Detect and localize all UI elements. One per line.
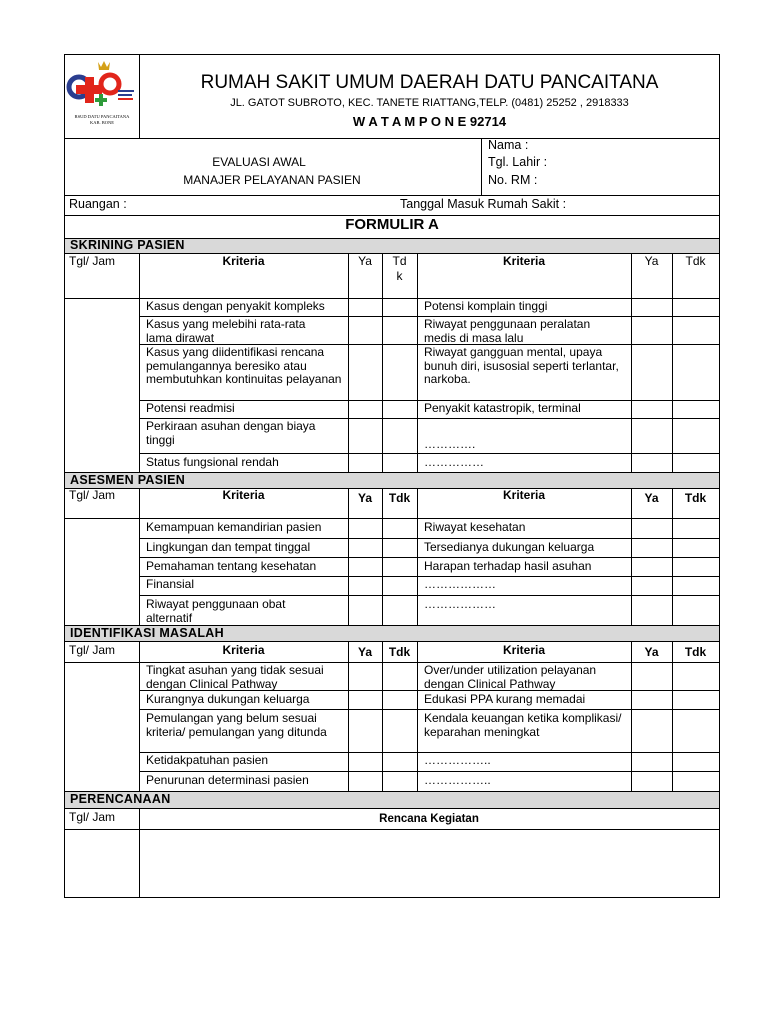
asesmen-left-item: Finansial — [146, 577, 195, 591]
skrining-left-item: Kasus yang diidentifikasi rencana pemulangannya beresiko atau membutuhkan kontinuitas pelayanan — [146, 345, 342, 386]
patient-tgl-lahir: Tgl. Lahir : — [488, 155, 548, 169]
form-title-line1: EVALUASI AWAL — [212, 155, 306, 169]
skrining-ya-left: Ya — [358, 254, 372, 268]
skrining-left-item: Kasus yang melebihi rata-rata lama dirawat — [146, 317, 306, 345]
tanggal-masuk-label: Tanggal Masuk Rumah Sakit : — [400, 197, 567, 211]
section-title-skrining: SKRINING PASIEN — [70, 238, 185, 252]
hospital-address: JL. GATOT SUBROTO, KEC. TANETE RIATTANG,TELP. (0481) 25252 , 2918333 — [230, 97, 629, 109]
asesmen-ya-left: Ya — [357, 491, 372, 505]
perencanaan-tgl-jam: Tgl/ Jam — [69, 810, 116, 824]
skrining-right-item: Riwayat gangguan mental, upaya bunuh diri, isusosial seperti terlantar, narkoba. — [424, 345, 619, 386]
section-title-identifikasi: IDENTIFIKASI MASALAH — [70, 626, 224, 640]
skrining-right-item: Penyakit katastropik, terminal — [424, 401, 581, 415]
asesmen-left-item: Kemampuan kemandirian pasien — [146, 520, 322, 534]
perencanaan-rencana: Rencana Kegiatan — [379, 813, 479, 825]
asesmen-tdk-right: Tdk — [684, 491, 707, 505]
identifikasi-tgl-jam: Tgl/ Jam — [69, 643, 116, 657]
identifikasi-left-item: Tingkat asuhan yang tidak sesuai dengan Clinical Pathway — [146, 663, 324, 691]
identifikasi-kriteria-right: Kriteria — [502, 643, 546, 657]
hospital-name: RUMAH SAKIT UMUM DAERAH DATU PANCAITANA — [200, 72, 659, 93]
identifikasi-left-item: Penurunan determinasi pasien — [146, 773, 309, 787]
asesmen-kriteria-right: Kriteria — [502, 488, 546, 502]
logo-caption-sub: KAB. BONE — [89, 120, 114, 125]
skrining-tdk-left-2: k — [396, 269, 403, 283]
skrining-right-item: …………… — [424, 455, 484, 469]
identifikasi-right-item: …………….. — [424, 773, 491, 787]
asesmen-left-item: Lingkungan dan tempat tinggal — [146, 540, 311, 554]
hospital-logo — [66, 58, 138, 134]
formulir-title: FORMULIR A — [345, 216, 439, 233]
identifikasi-left-item: Pemulangan yang belum sesuai kriteria/ pemulangan yang ditunda — [146, 711, 327, 739]
skrining-right-item: Riwayat penggunaan peralatan medis di masa lalu — [424, 317, 591, 345]
identifikasi-ya-left: Ya — [357, 645, 372, 659]
identifikasi-right-item: …………….. — [424, 753, 491, 767]
asesmen-tgl-jam: Tgl/ Jam — [69, 488, 116, 502]
skrining-left-item: Perkiraan asuhan dengan biaya tinggi — [146, 419, 316, 447]
skrining-left-item: Status fungsional rendah — [146, 455, 279, 469]
identifikasi-right-item: Edukasi PPA kurang memadai — [424, 692, 586, 706]
asesmen-right-item: ……………… — [424, 597, 496, 611]
patient-no-rm: No. RM : — [488, 173, 538, 187]
skrining-right-item: Potensi komplain tinggi — [424, 299, 548, 313]
asesmen-kriteria-left: Kriteria — [222, 488, 265, 502]
identifikasi-left-item: Ketidakpatuhan pasien — [146, 753, 269, 767]
ruangan-label: Ruangan : — [69, 197, 127, 211]
skrining-tgl-jam: Tgl/ Jam — [69, 254, 116, 268]
asesmen-ya-right: Ya — [644, 491, 659, 505]
skrining-left-item: Kasus dengan penyakit kompleks — [146, 299, 325, 313]
identifikasi-right-item: Kendala keuangan ketika komplikasi/ keparahan meningkat — [424, 711, 622, 739]
form-title-line2: MANAJER PELAYANAN PASIEN — [183, 173, 361, 187]
hospital-logo-icon — [66, 58, 138, 118]
logo-caption: RSUD DATU PANCAITANA — [74, 114, 130, 119]
skrining-tdk-left-1: Td — [392, 254, 407, 268]
skrining-ya-right: Ya — [644, 254, 659, 268]
identifikasi-tdk-right: Tdk — [684, 645, 707, 659]
identifikasi-kriteria-left: Kriteria — [222, 643, 265, 657]
skrining-kriteria-right: Kriteria — [502, 254, 546, 268]
asesmen-tdk-left: Tdk — [388, 491, 411, 505]
patient-nama: Nama : — [488, 138, 529, 152]
asesmen-left-item: Pemahaman tentang kesehatan — [146, 559, 317, 573]
identifikasi-left-item: Kurangnya dukungan keluarga — [146, 692, 310, 706]
identifikasi-ya-right: Ya — [644, 645, 659, 659]
asesmen-left-item: Riwayat penggunaan obat alternatif — [146, 597, 286, 625]
skrining-left-item: Potensi readmisi — [146, 401, 235, 415]
section-title-perencanaan: PERENCANAAN — [70, 792, 171, 806]
asesmen-right-item: ……………… — [424, 577, 496, 591]
identifikasi-tdk-left: Tdk — [388, 645, 411, 659]
skrining-tdk-right: Tdk — [685, 254, 706, 268]
asesmen-right-item: Harapan terhadap hasil asuhan — [424, 559, 592, 573]
asesmen-right-item: Riwayat kesehatan — [424, 520, 526, 534]
section-title-asesmen: ASESMEN PASIEN — [70, 473, 186, 487]
skrining-right-item: …………. — [424, 437, 476, 451]
hospital-city: W A T A M P O N E 92714 — [352, 114, 507, 129]
asesmen-right-item: Tersedianya dukungan keluarga — [424, 540, 595, 554]
identifikasi-right-item: Over/under utilization pelayanan dengan Clinical Pathway — [424, 663, 597, 691]
skrining-kriteria-left: Kriteria — [222, 254, 265, 268]
